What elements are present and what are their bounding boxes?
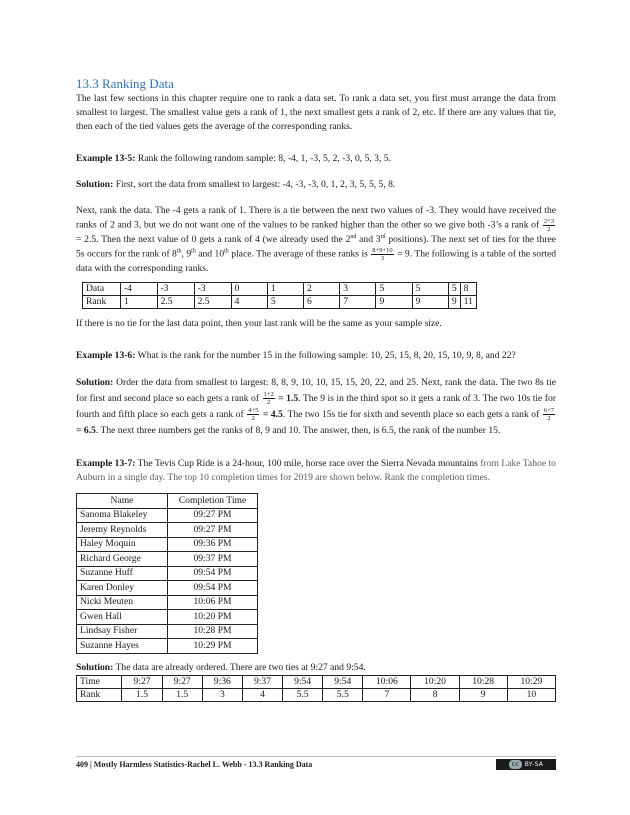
table-row xyxy=(77,552,258,567)
example-13-5-solution: Solution: First, sort the data from smallest to largest: -4, -3, -3, 0, 1, 2, 3, 5, 5, 5, 8. xyxy=(76,179,396,190)
row-label: Data xyxy=(83,283,121,296)
table-cell: 3 xyxy=(340,283,376,296)
page-content xyxy=(76,76,556,702)
example-13-6-solution: Solution: Order the data from smallest to largest: 8, 8, 9, 10, 10, 15, 15, 20, 22, and 25. Next, rank the data. The two 8s tie for first and second place so each gets a rank of $\frac{1+2}{2}$ = 1.5. The 9 is in the third spot so it gets a rank of 3. The two 10s tie for fourth and fifth place so each gets a rank of $\frac{4+5}{2}$ = 4.5. The two 15s tie for sixth and seventh place so each gets a rank of $\frac{6+7}{2}$ = 6.5. The next three numbers get the ranks of 8, 9 and 10. The answer, then, is 6.5, the rank of the number 15. xyxy=(76,377,556,436)
example-13-7-solution: Solution: The data are already ordered. There are two ties at 9:27 and 9:54. xyxy=(76,661,366,673)
completion-time: 09:54 PM xyxy=(168,581,258,596)
table-cell: 10:29 xyxy=(507,675,555,688)
rider-name: Suzanne Huff xyxy=(77,566,168,581)
table-cell: 5 xyxy=(376,283,412,296)
table-cell: 9:54 xyxy=(283,675,323,688)
table-cell: 7 xyxy=(363,688,411,701)
table-cell: 9:27 xyxy=(122,675,162,688)
table-cell: 5 xyxy=(448,283,460,296)
table-cell: 10:28 xyxy=(459,675,507,688)
table-row xyxy=(77,523,258,538)
table-cell: 5 xyxy=(267,296,303,309)
table-cell: 7 xyxy=(340,296,376,309)
completion-time: 10:28 PM xyxy=(168,624,258,639)
cc-icon: cc xyxy=(509,760,522,769)
fraction: $\frac{1+2}{2}$ xyxy=(263,391,274,407)
table-row xyxy=(83,283,477,296)
time-rank-table xyxy=(76,675,556,702)
table-cell: 4 xyxy=(242,688,282,701)
table-cell: 11 xyxy=(460,296,476,309)
rider-name: Suzanne Hayes xyxy=(77,639,168,654)
rider-name: Gwen Hall xyxy=(77,610,168,625)
table-cell: 9 xyxy=(459,688,507,701)
section-title: 13.3 Ranking Data xyxy=(76,76,174,91)
rider-name: Jeremy Reynolds xyxy=(77,523,168,538)
rider-name: Nicki Meuten xyxy=(77,595,168,610)
fraction: $\frac{4+5}{2}$ xyxy=(248,407,259,423)
example-13-5-explanation: Next, rank the data. The -4 gets a rank of 1. There is a tie between the next two values of -3. They would have received the ranks of 2 and 3, but we do not want one of the values to be ranked higher than the other so we give both -3’s a rank of $\frac{2+3}{2}$ = 2.5. Then the next value of 0 gets a rank of 4 (we already used the 2nd and 3rd positions). The next set of ties for the three 5s occurs for the rank of 8th, 9th and 10th place. The average of these ranks is $\frac{8+9+10}{3}$ = 9. The following is a table of the sorted data with the corresponding ranks. xyxy=(76,205,556,274)
row-label: Rank xyxy=(77,688,122,701)
table-row xyxy=(83,296,477,309)
table-cell: 1 xyxy=(120,296,157,309)
completion-time: 10:06 PM xyxy=(168,595,258,610)
table-cell: 9:37 xyxy=(242,675,282,688)
table-cell: 5.5 xyxy=(323,688,363,701)
completion-time: 09:36 PM xyxy=(168,537,258,552)
table-cell: 9:36 xyxy=(202,675,242,688)
table-cell: 8 xyxy=(460,283,476,296)
ranked-data-table xyxy=(82,282,477,309)
table-cell: 0 xyxy=(231,283,267,296)
table-cell: 6 xyxy=(304,296,340,309)
license-badge: cc BY-SA xyxy=(496,759,556,770)
table-cell: 10:20 xyxy=(411,675,459,688)
rider-name: Sanoma Blakeley xyxy=(77,508,168,523)
completion-time: 10:20 PM xyxy=(168,610,258,625)
table-cell: 9 xyxy=(412,296,448,309)
rider-name: Richard George xyxy=(77,552,168,567)
completion-time: 09:27 PM xyxy=(168,508,258,523)
table-row xyxy=(77,675,556,688)
table-cell: 1.5 xyxy=(162,688,202,701)
tevis-cup-table xyxy=(76,493,258,654)
table-cell: 9 xyxy=(376,296,412,309)
completion-time: 09:37 PM xyxy=(168,552,258,567)
table-cell: -3 xyxy=(157,283,194,296)
table-row xyxy=(77,566,258,581)
completion-time: 10:29 PM xyxy=(168,639,258,654)
table-row xyxy=(77,624,258,639)
page-footer xyxy=(76,756,556,771)
table-cell: 1.5 xyxy=(122,688,162,701)
table-cell: 9:54 xyxy=(323,675,363,688)
table-cell: 8 xyxy=(411,688,459,701)
fraction: $\frac{2+3}{2}$ xyxy=(543,218,554,233)
row-label: Time xyxy=(77,675,122,688)
header-completion-time: Completion Time xyxy=(168,494,258,509)
table-row xyxy=(77,688,556,701)
table-cell: 2 xyxy=(304,283,340,296)
table-cell: -3 xyxy=(194,283,231,296)
row-label: Rank xyxy=(83,296,121,309)
table-row xyxy=(77,595,258,610)
intro-paragraph: The last few sections in this chapter require one to rank a data set. To rank a data set, you first must arrange the data from smallest to largest. The smallest value gets a rank of 1, the next smallest gets a rank of 2, etc. If there are any values that tie, then each of the tied values gets the average of the corresponding ranks. xyxy=(76,93,556,132)
table-cell: 3 xyxy=(202,688,242,701)
table-row xyxy=(77,581,258,596)
example-13-6-question: Example 13-6: What is the rank for the number 15 in the following sample: 10, 25, 15, 8, 20, 15, 10, 9, 8, and 22? xyxy=(76,350,516,361)
rider-name: Haley Moquin xyxy=(77,537,168,552)
table-cell: 2.5 xyxy=(194,296,231,309)
example-13-5-note: If there is no tie for the last data point, then your last rank will be the same as your sample size. xyxy=(76,318,442,329)
completion-time: 09:54 PM xyxy=(168,566,258,581)
example-13-5-question: Example 13-5: Rank the following random sample: 8, -4, 1, -3, 5, 2, -3, 0, 5, 3, 5. xyxy=(76,153,391,164)
fraction: $\frac{6+7}{2}$ xyxy=(543,407,554,423)
table-row xyxy=(77,508,258,523)
table-row xyxy=(77,537,258,552)
table-cell: 4 xyxy=(231,296,267,309)
table-cell: 9:27 xyxy=(162,675,202,688)
table-cell: 2.5 xyxy=(157,296,194,309)
table-cell: -4 xyxy=(120,283,157,296)
example-13-7-question: Example 13-7: The Tevis Cup Ride is a 24-hour, 100 mile, horse race over the Sierra Nevada mountains from Lake Tahoe to Auburn in a single day. The top 10 completion times for 2019 are shown below. Rank the completion times. xyxy=(76,458,556,483)
table-cell: 5.5 xyxy=(283,688,323,701)
table-cell: 5 xyxy=(412,283,448,296)
rider-name: Karen Donley xyxy=(77,581,168,596)
table-cell: 10 xyxy=(507,688,555,701)
table-cell: 9 xyxy=(448,296,460,309)
table-row xyxy=(77,610,258,625)
table-cell: 10:06 xyxy=(363,675,411,688)
fraction: $\frac{8+9+10}{3}$ xyxy=(372,247,393,262)
header-name: Name xyxy=(77,494,168,509)
table-cell: 1 xyxy=(267,283,303,296)
rider-name: Lindsay Fisher xyxy=(77,624,168,639)
footer-text: 409 | Mostly Harmless Statistics-Rachel L. Webb - 13.3 Ranking Data xyxy=(76,760,313,769)
table-row xyxy=(77,639,258,654)
completion-time: 09:27 PM xyxy=(168,523,258,538)
